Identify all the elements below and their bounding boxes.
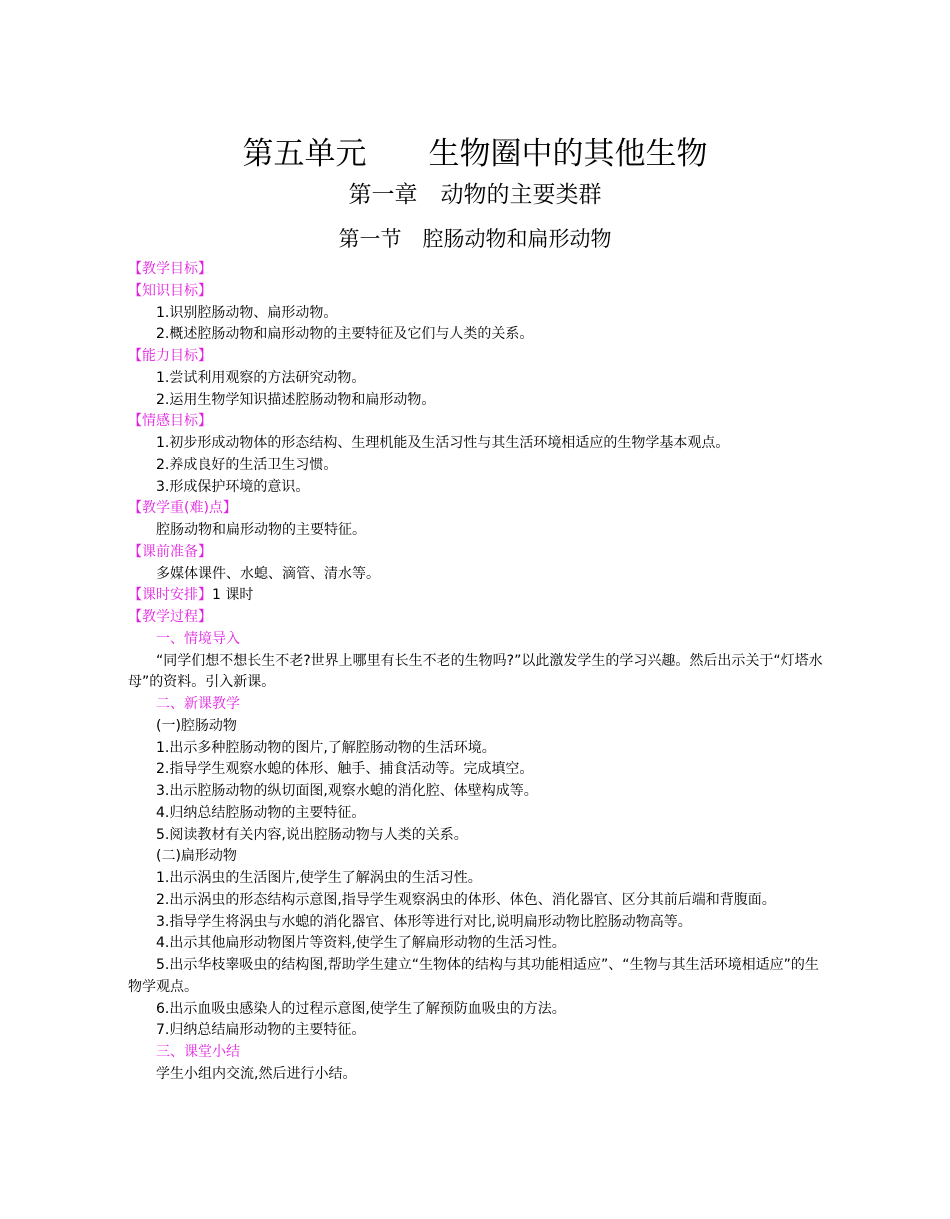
paragraph: 7.归纳总结扁形动物的主要特征。 (156, 1022, 366, 1039)
section-heading: 【教学重(难)点】 (128, 500, 237, 517)
paragraph: 2.指导学生观察水螅的体形、触手、捕食活动等。完成填空。 (156, 761, 534, 778)
paragraph: 2.出示涡虫的形态结构示意图,指导学生观察涡虫的体形、体色、消化器官、区分其前后端和背腹面。 (156, 891, 776, 908)
paragraph: 1.识别腔肠动物、扁形动物。 (156, 304, 338, 321)
paragraph: 1.出示多种腔肠动物的图片,了解腔肠动物的生活环境。 (156, 739, 496, 756)
subsection-heading: 三、课堂小结 (156, 1044, 240, 1060)
section-heading: 【课前准备】 (128, 543, 212, 560)
unit-title: 第五单元 生物圈中的其他生物 (242, 136, 708, 172)
paragraph: 4.出示其他扁形动物图片等资料,使学生了解扁形动物的生活习性。 (156, 935, 566, 952)
paragraph: 1.尝试利用观察的方法研究动物。 (156, 369, 366, 386)
paragraph: 5.阅读教材有关内容,说出腔肠动物与人类的关系。 (156, 826, 468, 843)
paragraph: 2.养成良好的生活卫生习惯。 (156, 456, 338, 473)
subsection-heading: 二、新课教学 (156, 696, 240, 712)
section-heading: 【课时安排】 (128, 587, 212, 604)
paragraph: 2.运用生物学知识描述腔肠动物和扁形动物。 (156, 391, 436, 408)
paragraph: 6.出示血吸虫感染人的过程示意图,使学生了解预防血吸虫的方法。 (156, 1000, 566, 1017)
section-title: 第一节 腔肠动物和扁形动物 (338, 227, 612, 251)
section-heading: 【情感目标】 (128, 413, 212, 430)
section-heading: 【教学过程】 (128, 609, 212, 625)
section-heading: 【教学目标】 (128, 261, 212, 277)
document-body (128, 259, 828, 1086)
paragraph: 3.出示腔肠动物的纵切面图,观察水螅的消化腔、体壁构成等。 (156, 783, 538, 799)
paragraph: 1.初步形成动物体的形态结构、生理机能及生活习性与其生活环境相适应的生物学基本观点。 (156, 435, 730, 451)
paragraph: 3.形成保护环境的意识。 (156, 478, 310, 495)
paragraph: 学生小组内交流,然后进行小结。 (156, 1065, 357, 1082)
chapter-title: 第一章 动物的主要类群 (348, 182, 602, 208)
paragraph: 4.归纳总结腔肠动物的主要特征。 (156, 804, 366, 821)
paragraph: (二)扁形动物 (156, 848, 237, 865)
paragraph: 1.出示涡虫的生活图片,使学生了解涡虫的生活习性。 (156, 870, 482, 886)
section-heading-line (128, 585, 828, 607)
paragraph: 2.概述腔肠动物和扁形动物的主要特征及它们与人类的关系。 (156, 326, 534, 343)
paragraph: 腔肠动物和扁形动物的主要特征。 (156, 522, 366, 538)
heading-value: 1 课时 (212, 587, 254, 604)
paragraph: 3.指导学生将涡虫与水螅的消化器官、体形等进行对比,说明扁形动物比腔肠动物高等。 (156, 913, 692, 930)
subsection-heading: 一、情境导入 (156, 630, 240, 647)
section-heading: 【能力目标】 (128, 348, 212, 364)
paragraph: (一)腔肠动物 (156, 717, 237, 734)
paragraph: “同学们想不想长生不老?世界上哪里有长生不老的生物吗?”以此激发学生的学习兴趣。然后出示关于“灯塔水母”的资料。引入新课。 (128, 652, 823, 691)
section-heading: 【知识目标】 (128, 282, 212, 299)
paragraph: 5.出示华枝睾吸虫的结构图,帮助学生建立“生物体的结构与其功能相适应”、“生物与其生活环境相适应”的生物学观点。 (128, 957, 819, 995)
paragraph: 多媒体课件、水螅、滴管、清水等。 (156, 565, 380, 582)
